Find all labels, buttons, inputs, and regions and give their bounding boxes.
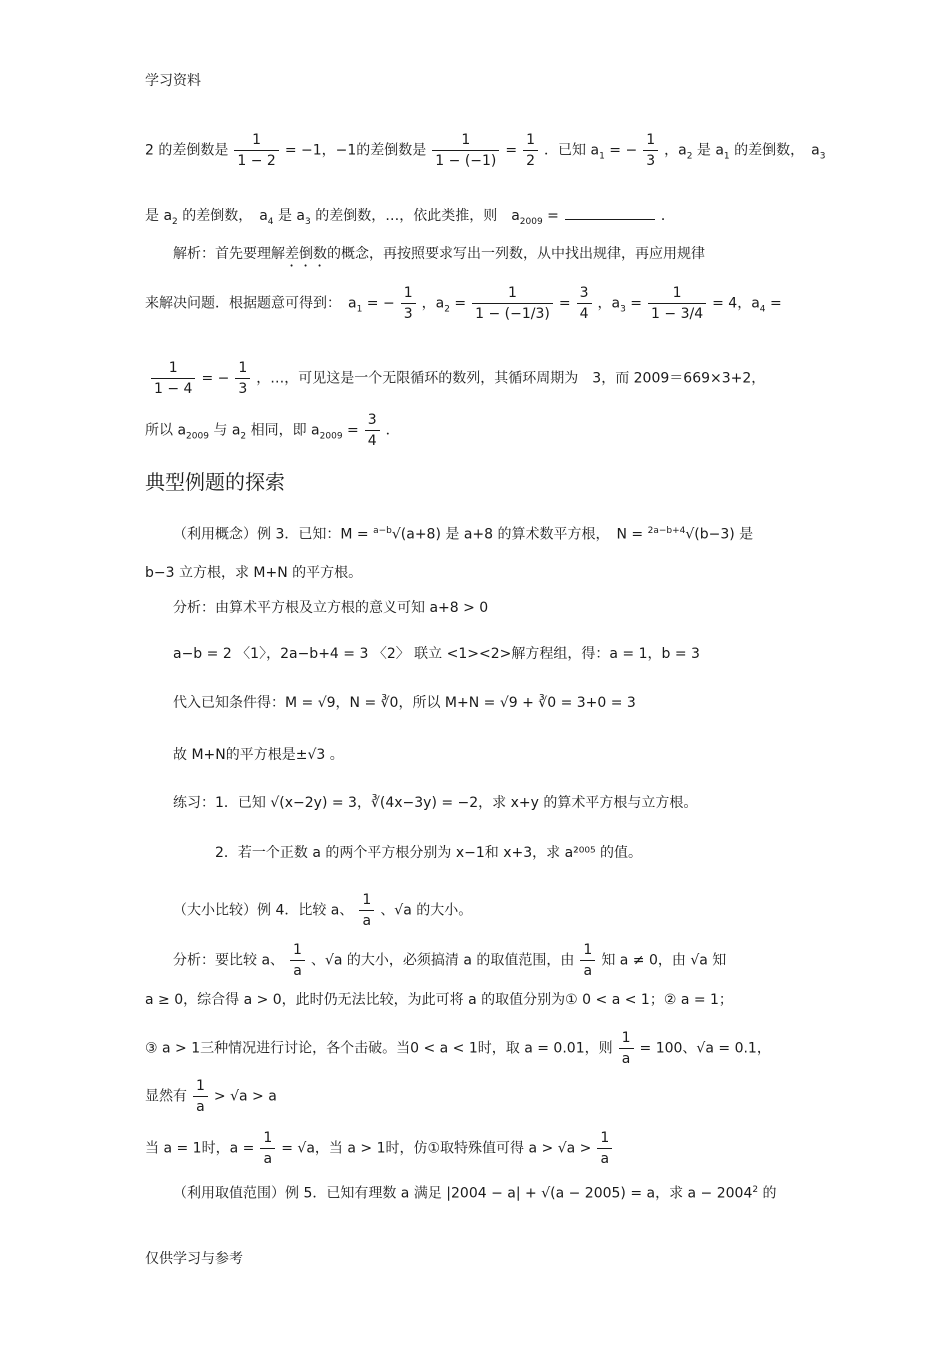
text-line-11: 代入已知条件得：M = √9，N = ∛0，所以 M+N = √9 + ∛0 = 3+0 = 3 [173,695,636,711]
text-line-8: b−3 立方根，求 M+N 的平方根。 [145,565,363,581]
text-line-13: 练习：1．已知 √(x−2y) = 3，∛(4x−3y) = −2，求 x+y 的算术平方根与立方根。 [173,795,698,811]
fraction: $\frac{1}{1 - 3/4}$ [648,283,706,324]
text-line-4: 来解决问题．根据题意可得到： $a_1$ = − $\frac{1}{3}$ ，$a_2$ = $\frac{1}{1 - (-1/3)}$ = $\frac{3}{4}$ ，$a_3$ = $\frac{1}{1 - 3/4}$ = 4，$a_4$ = [145,285,782,322]
section-title: 典型例题的探索 [145,470,285,494]
fraction: $\frac{1}{1 - 4}$ [151,358,195,399]
text-line-19: 显然有 $\frac{1}{a}$ > √a > a [145,1078,277,1115]
text-line-12: 故 M+N的平方根是±√3 。 [173,747,344,763]
fraction: $\frac{1}{3}$ [235,358,250,399]
page-footer: 仅供学习与参考 [145,1251,243,1267]
fraction: $\frac{3}{4}$ [577,283,592,324]
text-line-18: ③ a > 1三种情况进行讨论，各个击破。当0 < a < 1时，取 a = 0.01，则 $\frac{1}{a}$ = 100、√a = 0.1， [145,1030,771,1067]
text-line-16: 分析：要比较 a、 $\frac{1}{a}$ 、√a 的大小，必须搞清 a 的取值范围，由 $\frac{1}{a}$ 知 a ≠ 0，由 √a 知 [173,942,727,979]
fraction: $\frac{1}{3}$ [401,283,416,324]
fraction: $\frac{1}{1 - 2}$ [234,130,278,171]
text-line-7: （利用概念）例 3．已知：M = $^{a-b}$√(a+8) 是 a+8 的算术数平方根， N = $^{2a-b+4}$√(b−3) 是 [173,526,754,543]
text-line-3: 解析：首先要理解差倒数的概念，再按照要求写出一列数，从中找出规律，再应用规律 [173,246,705,262]
fraction: $\frac{1}{1 - (-1)}$ [432,130,499,171]
text-line-9: 分析：由算术平方根及立方根的意义可知 a+8 > 0 [173,600,489,616]
text-line-14: 2．若一个正数 a 的两个平方根分别为 x−1和 x+3，求 a²⁰⁰⁵ 的值。 [215,845,643,861]
fraction: $\frac{1}{1 - (-1/3)}$ [472,283,553,324]
fraction: $\frac{1}{2}$ [523,130,538,171]
text-line-17: a ≥ 0，综合得 a > 0，此时仍无法比较，为此可将 a 的取值分别为① 0 < a < 1；② a = 1； [145,992,733,1008]
text-line-20: 当 a = 1时，a = $\frac{1}{a}$ = √a，当 a > 1时，仿①取特殊值可得 a > √a > $\frac{1}{a}$ [145,1128,810,1169]
text-line-15: （大小比较）例 4．比较 a、 $\frac{1}{a}$ 、√a 的大小。 [173,892,473,929]
fraction: $\frac{1}{3}$ [643,130,658,171]
text-line-2: 是 $a_2$ 的差倒数， $a_4$ 是 $a_3$ 的差倒数，…，依此类推，则 $a_{2009}$ = ． [145,208,675,227]
text-line-5: $\frac{1}{1 - 4}$ = − $\frac{1}{3}$ ，…，可见这是一个无限循环的数列，其循环周期为 3，而 2009＝669×3+2， [145,358,810,399]
fraction: $\frac{1}{a}$ [260,1128,275,1169]
text-line-6: 所以 $a_{2009}$ 与 $a_2$ 相同，即 $a_{2009}$ = $\frac{3}{4}$ ． [145,412,400,449]
fraction: $\frac{1}{a}$ [290,940,305,981]
text-line-10: a−b = 2 〈1〉，2a−b+4 = 3 〈2〉 联立 <1><2>解方程组，得：a = 1，b = 3 [173,646,700,662]
fraction: $\frac{1}{a}$ [580,940,595,981]
fraction: $\frac{1}{a}$ [619,1028,634,1069]
text-line-21: （利用取值范围）例 5．已知有理数 a 满足 |2004 − a| + √(a − 2005) = a，求 $a - 2004^2$ 的 [173,1185,777,1202]
fraction: $\frac{1}{a}$ [597,1128,612,1169]
page-header: 学习资料 [145,73,201,89]
fraction: $\frac{3}{4}$ [365,410,380,451]
answer-blank [565,219,655,220]
text-line-1: 2 的差倒数是 $\frac{1}{1 - 2}$ = −1，−1的差倒数是 $\frac{1}{1 - (-1)}$ = $\frac{1}{2}$ ．已知 $a_1$ = − $\frac{1}{3}$ ，$a_2$ 是 $a_1$ 的差倒数， $a_3$ [145,132,826,169]
fraction: $\frac{1}{a}$ [193,1076,208,1117]
fraction: $\frac{1}{a}$ [359,890,374,931]
